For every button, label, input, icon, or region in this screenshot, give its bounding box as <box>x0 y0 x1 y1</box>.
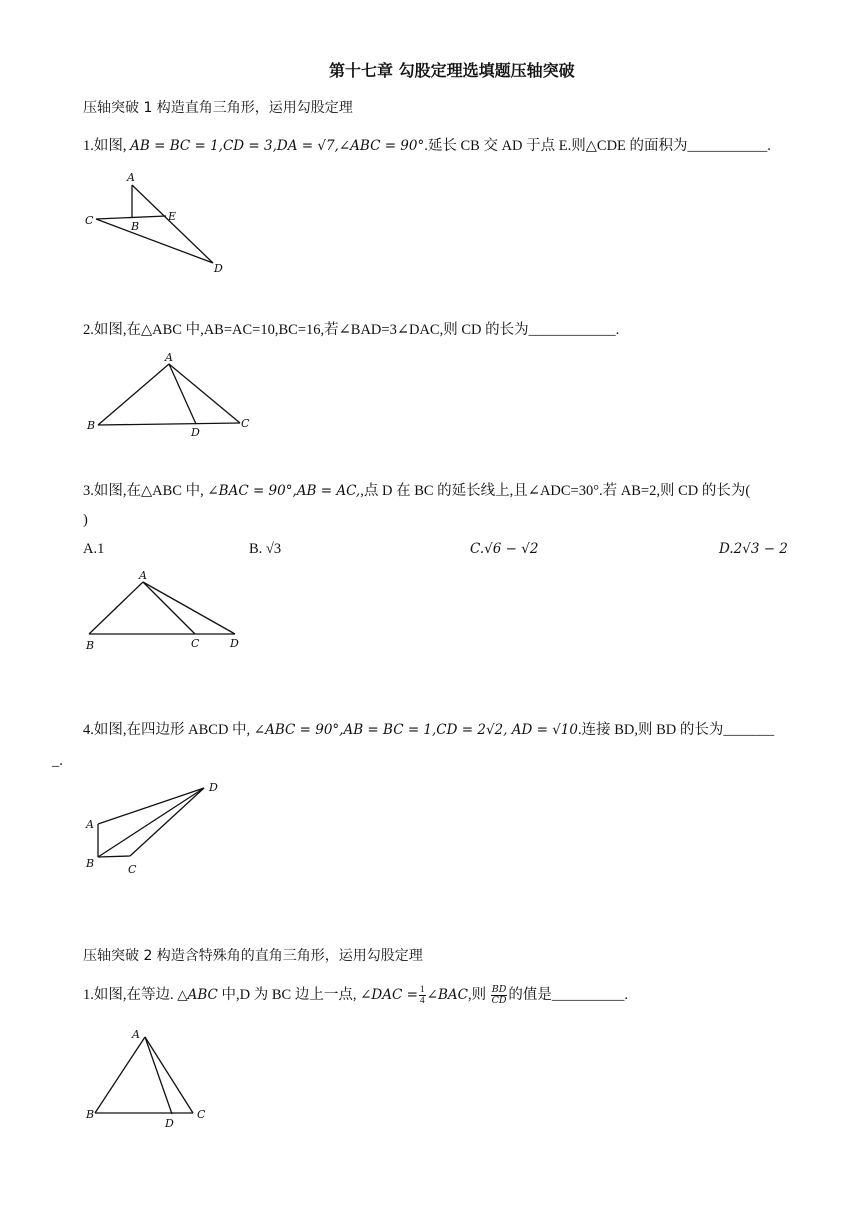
question-5-math-1: △ABC <box>177 987 218 1003</box>
q2-label-a: A <box>165 351 173 364</box>
question-5-mid: 中,D 为 BC 边上一点, <box>217 987 361 1003</box>
question-5-text <box>83 983 628 1006</box>
question-3-math: ∠BAC = 90°,AB = AC, <box>207 483 361 499</box>
question-5-mid-2: ,则 <box>467 987 490 1003</box>
question-5-figure <box>80 1026 220 1136</box>
question-5-suffix: 的值是__________. <box>508 987 628 1003</box>
q1-label-e: E <box>168 210 177 223</box>
q5-label-a: A <box>132 1028 140 1041</box>
q3-label-b: B <box>86 639 95 652</box>
question-3-option-c: C.√6 − √2 <box>470 541 539 557</box>
question-1-text <box>83 134 771 155</box>
q2-label-d: D <box>191 426 200 439</box>
question-4-suffix: .连接 BD,则 BD 的长为_______ <box>577 722 775 738</box>
q2-label-c: C <box>241 417 250 430</box>
question-5-math-3: ∠BAC <box>426 987 468 1003</box>
q4-label-d: D <box>209 781 218 794</box>
question-3-text <box>83 479 750 500</box>
q4-label-b: B <box>86 857 95 870</box>
question-1-prefix: 1.如图, <box>83 138 131 154</box>
question-5-prefix: 1.如图,在等边. <box>83 987 178 1003</box>
question-1-suffix: .延长 CB 交 AD 于点 E.则△CDE 的面积为___________. <box>424 138 771 154</box>
section-heading-2: 压轴突破 2 构造含特殊角的直角三角形，运用勾股定理 <box>83 948 423 964</box>
question-4-text <box>83 718 774 739</box>
question-2-text: 2.如图,在△ABC 中,AB=AC=10,BC=16,若∠BAD=3∠DAC,则 CD 的长为____________. <box>83 322 620 338</box>
fraction-1-numerator: 1 <box>419 985 425 996</box>
question-5-math-2: ∠DAC = <box>360 987 418 1003</box>
question-5-fraction-1 <box>419 985 426 1006</box>
fraction-2-numerator: BD <box>491 984 507 996</box>
question-3-prefix: 3.如图,在△ABC 中, <box>83 483 208 499</box>
question-2-figure <box>80 348 265 443</box>
q3-label-d: D <box>230 637 239 650</box>
q4-label-a: A <box>86 818 94 831</box>
q5-label-d: D <box>165 1117 174 1130</box>
question-3-option-d: D.2√3 − 2 <box>719 541 788 557</box>
question-4-math: ∠ABC = 90°,AB = BC = 1,CD = 2√2, AD = √10 <box>253 722 578 738</box>
question-1-figure <box>80 168 230 278</box>
question-1-math: AB = BC = 1,CD = 3,DA = √7,∠ABC = 90° <box>130 138 425 154</box>
q1-label-b: B <box>131 220 140 233</box>
fraction-1-denominator: 4 <box>419 996 425 1007</box>
q5-label-c: C <box>197 1108 206 1121</box>
q1-label-d: D <box>214 262 223 275</box>
q5-label-b: B <box>86 1108 95 1121</box>
question-4-prefix: 4.如图,在四边形 ABCD 中, <box>83 722 254 738</box>
question-4-text-line2: _. <box>52 753 63 769</box>
question-3-option-b: B. √3 <box>249 541 282 557</box>
q2-label-b: B <box>87 419 96 432</box>
question-3-option-a: A.1 <box>83 541 105 557</box>
question-3-text-line2: ) <box>83 512 88 528</box>
section-heading-1: 压轴突破 1 构造直角三角形，运用勾股定理 <box>83 100 353 116</box>
q3-label-a: A <box>139 569 147 582</box>
page-title: 第十七章 勾股定理选填题压轴突破 <box>329 61 575 80</box>
q1-label-c: C <box>85 214 94 227</box>
q3-label-c: C <box>191 637 200 650</box>
question-3-figure <box>80 566 250 656</box>
fraction-2-denominator: CD <box>491 995 507 1007</box>
q4-label-c: C <box>128 863 137 876</box>
question-5-fraction-2 <box>491 985 508 1006</box>
q1-label-a: A <box>127 171 135 184</box>
question-3-suffix: ,点 D 在 BC 的延长线上,且∠ADC=30°.若 AB=2,则 CD 的长为( <box>360 483 751 499</box>
question-4-figure <box>80 776 230 881</box>
